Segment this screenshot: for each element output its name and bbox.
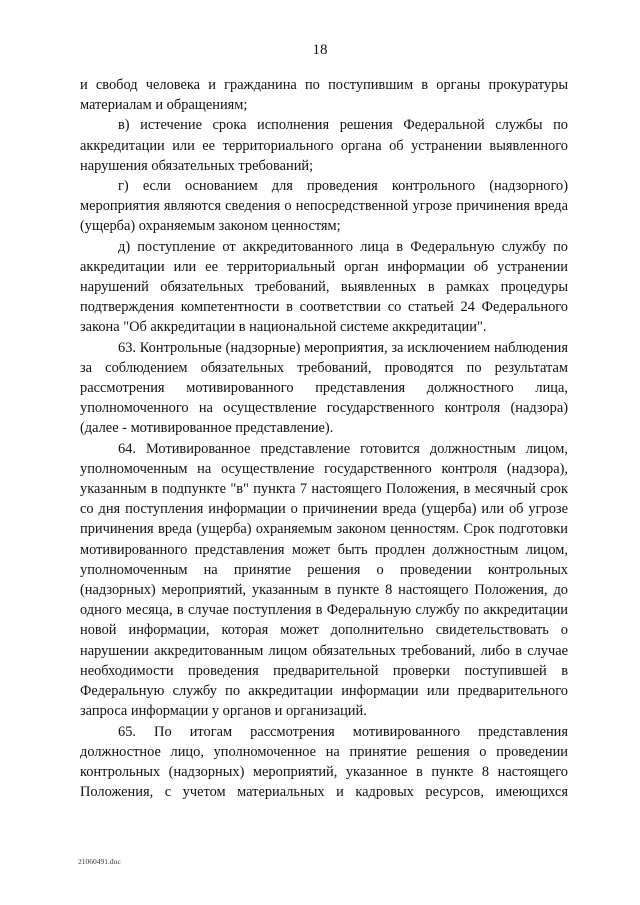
paragraph: и свобод человека и гражданина по поступившим в органы прокуратуры материалам и обращениям; <box>80 77 568 114</box>
paragraph: 65. По итогам рассмотрения мотивированного представления должностное лицо, уполномоченное на принятие решения о проведении контрольных (надзорных) мероприятий, указанное в пункте 8 настоящего Положения, с учетом материальных и кадровых ресурсов, имеющихся <box>80 723 568 801</box>
paragraph: 63. Контрольные (надзорные) мероприятия, за исключением наблюдения за соблюдением обязательных требований, проводятся по результатам рассмотрения мотивированного представления должностного лица, уполномоченного на осуществление государственного контроля (надзора) (далее - мотивированное представление). <box>80 339 568 437</box>
paragraph: д) поступление от аккредитованного лица в Федеральную службу по аккредитации или ее территориальный орган информации об устранении нарушений обязательных требований, выявленных в рамках процедуры подтверждения компетентности в соответствии со статьей 24 Федерального закона "Об аккредитации в национальной системе аккредитации". <box>80 238 568 336</box>
footer-filename: 21060491.doc <box>78 857 121 866</box>
paragraph: г) если основанием для проведения контрольного (надзорного) мероприятия являются сведения о непосредственной угрозе причинения вреда (ущерба) охраняемым законом ценностям; <box>80 178 568 235</box>
document-body <box>80 75 568 802</box>
paragraph: 64. Мотивированное представление готовится должностным лицом, уполномоченным на осуществление государственного контроля (надзора), указанным в подпункте "в" пункта 7 настоящего Положения, в месячный срок со дня поступления информации о причинении вреда (ущерба) или об угрозе причинения вреда (ущерба) охраняемым законом ценностям. Срок подготовки мотивированного представления может быть продлен должностным лицом, уполномоченным на принятие решения о проведении контрольных (надзорных) мероприятий, указанным в пункте 8 настоящего Положения, до одного месяца, в случае поступления в Федеральную службу по аккредитации новой информации, которая может дополнительно свидетельствовать о нарушении аккредитованным лицом обязательных требований, либо в случае необходимости проведения предварительной проверки поступившей в Федеральную службу по аккредитации информации или предварительного запроса информации у органов и организаций. <box>80 440 568 720</box>
page-number: 18 <box>312 42 328 58</box>
paragraph: в) истечение срока исполнения решения Федеральной службы по аккредитации или ее территориального органа об устранении выявленного нарушения обязательных требований; <box>80 117 568 174</box>
